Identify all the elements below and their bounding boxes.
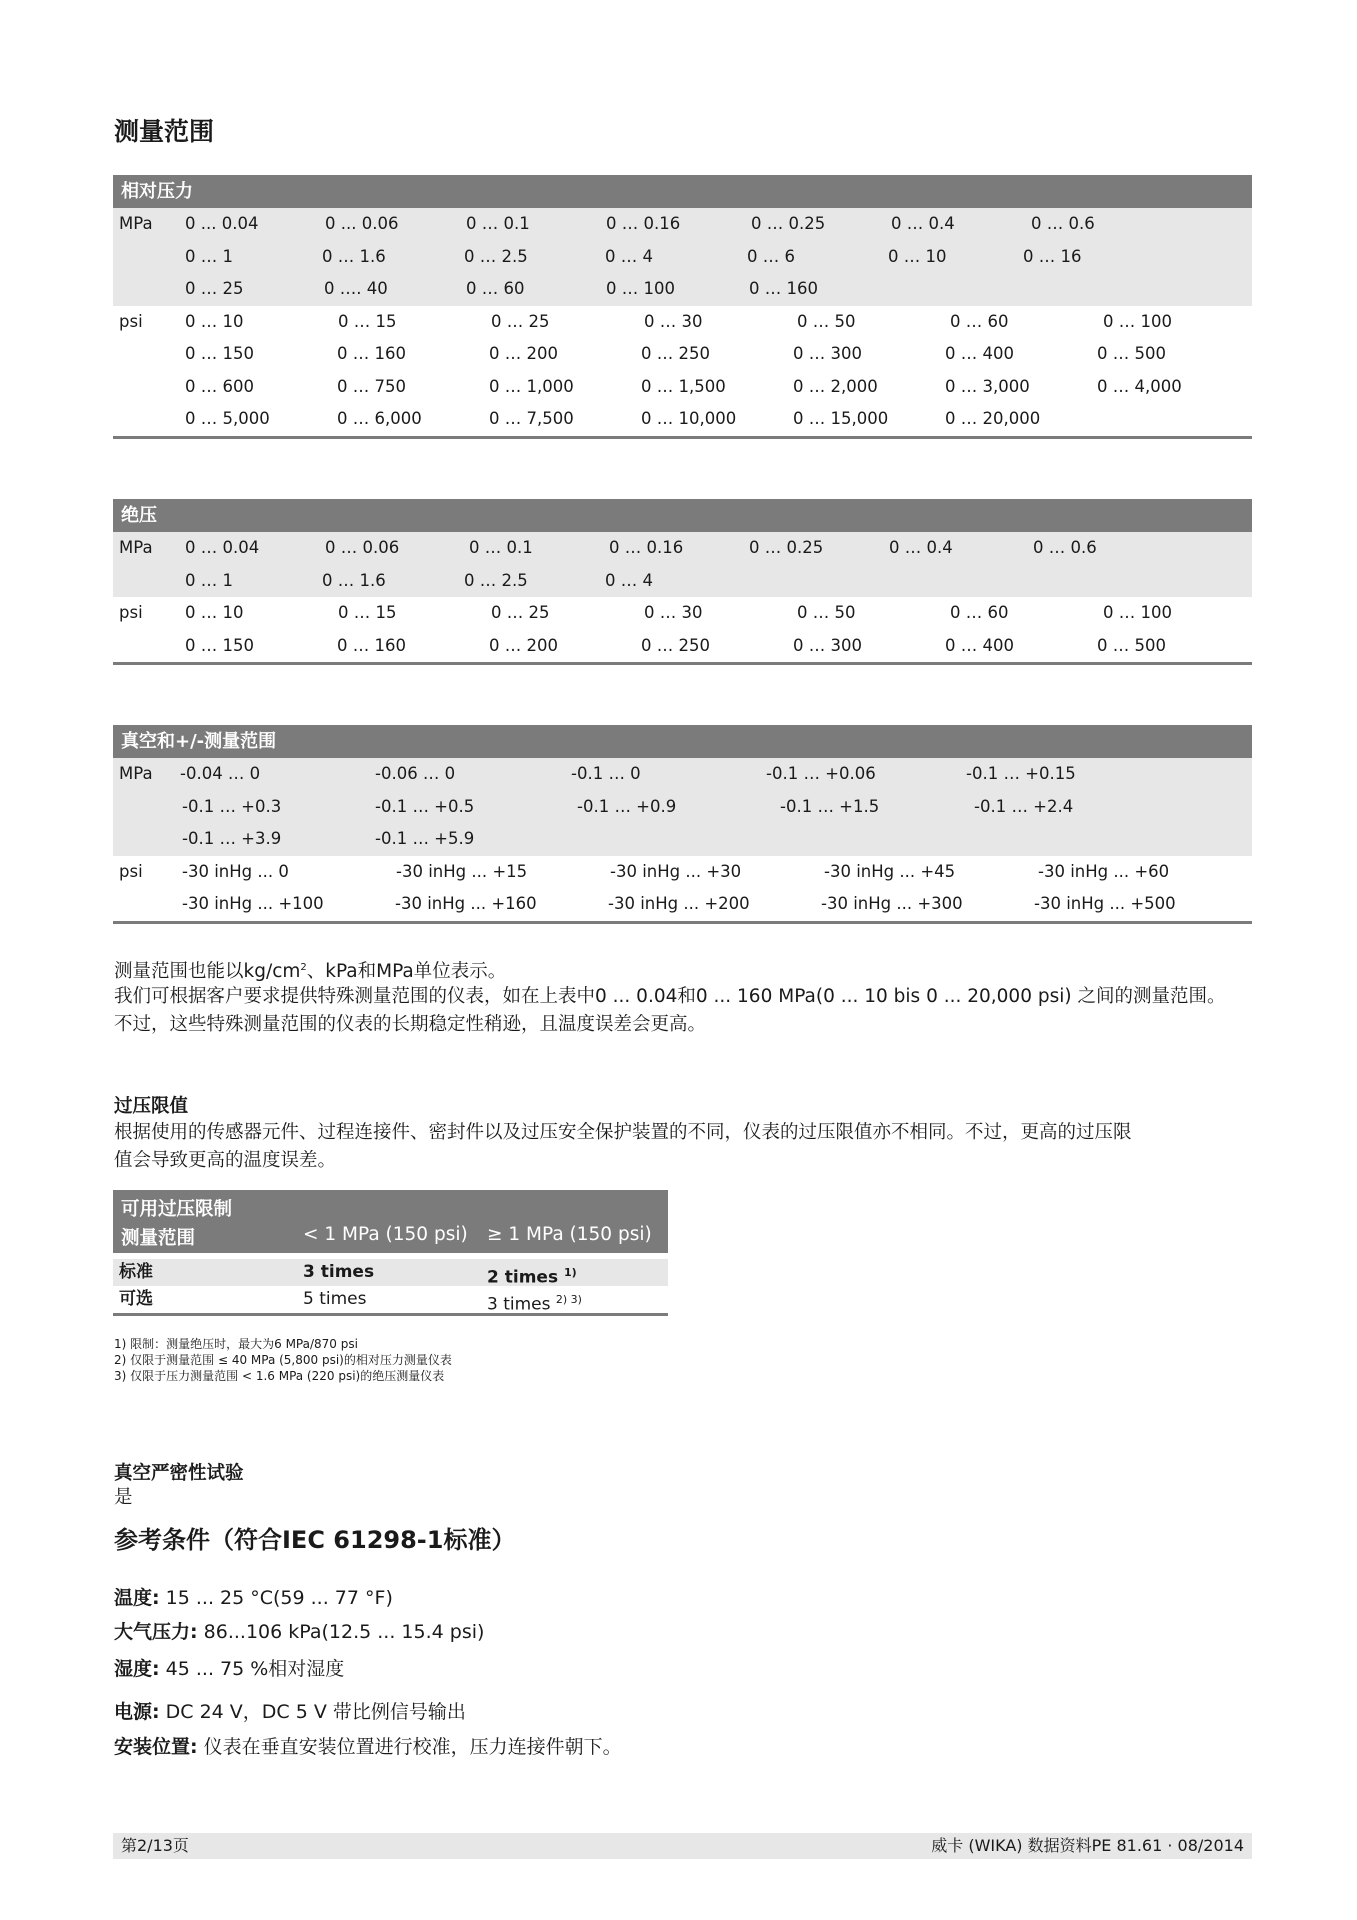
range-cell: 0 ... 0.04	[185, 214, 259, 233]
condition-power: 电源: DC 24 V，DC 5 V 带比例信号输出	[114, 1701, 466, 1723]
table-rule	[113, 436, 1252, 439]
row-label: 可选	[119, 1289, 153, 1309]
range-cell: 0 … 600	[185, 376, 254, 396]
range-cell: 0 … 25	[491, 311, 550, 331]
range-cell: 0 … 6,000	[337, 409, 422, 428]
gauge-pressure-title: 相对压力	[113, 175, 1252, 208]
range-cell: 0 … 10	[185, 603, 244, 622]
range-cell: 0 … 4	[605, 570, 653, 590]
unit-label: psi	[119, 861, 143, 881]
condition-mounting: 安装位置: 仪表在垂直安装位置进行校准，压力连接件朝下。	[114, 1736, 622, 1758]
range-cell: 0 … 60	[950, 603, 1009, 622]
range-cell: 0 … 50	[797, 311, 856, 331]
range-cell: 0 … 500	[1097, 635, 1166, 655]
absolute-mpa-group	[113, 532, 1252, 597]
range-cell: 0 … 25	[185, 279, 244, 298]
range-cell: -0.1 … +0.06	[766, 764, 876, 783]
range-cell: 0 … 0.6	[1031, 214, 1095, 233]
document-reference: 威卡 (WIKA) 数据资料PE 81.61 · 08/2014	[931, 1836, 1244, 1855]
overpressure-table	[113, 1190, 668, 1316]
range-cell: -0.1 … 0	[571, 764, 641, 783]
notes-line-2: 我们可根据客户要求提供特殊测量范围的仪表，如在上表中0 ... 0.04和0 ... 160 MPa(0 ... 10 bis 0 ... 20,000 psi) 之间的测量范围。	[114, 986, 1226, 1007]
range-cell: -30 inHg ... +45	[824, 861, 956, 881]
range-cell: 0 … 60	[466, 279, 525, 298]
range-cell: 0 … 0.25	[749, 538, 824, 557]
range-cell: 0 … 3,000	[945, 376, 1030, 396]
notes-line-1: 测量范围也能以$kg/cm^2$、kPa和MPa单位表示。	[114, 961, 507, 983]
range-cell: 0 … 30	[644, 311, 703, 331]
table-row	[113, 1286, 668, 1313]
footnote: 3) 仅限于压力测量范围 < 1.6 MPa (220 psi)的绝压测量仪表	[114, 1369, 445, 1383]
range-cell: 0 … 250	[641, 344, 710, 363]
range-cell: -30 inHg ... +15	[396, 861, 528, 881]
range-cell: -30 inHg ... +100	[182, 894, 324, 913]
footnote: 1) 限制：测量绝压时，最大为6 MPa/870 psi	[114, 1337, 358, 1351]
range-cell: 0 … 0.4	[891, 214, 955, 233]
condition-temperature: 温度: 15 ... 25 °C(59 ... 77 °F)	[114, 1587, 393, 1609]
range-cell: 0 … 25	[491, 603, 550, 622]
range-cell: 0 … 100	[1103, 311, 1172, 331]
range-cell: -0.1 … +3.9	[182, 829, 282, 848]
unit-label: psi	[119, 603, 143, 622]
range-cell: -30 inHg ... +60	[1038, 861, 1170, 881]
vacuum-test-value: 是	[114, 1487, 133, 1508]
range-cell: -0.04 … 0	[180, 764, 261, 783]
range-cell: 0 … 2.5	[464, 246, 528, 266]
range-cell: -0.1 … +0.9	[577, 796, 677, 816]
footnote: 2) 仅限于测量范围 ≤ 40 MPa (5,800 psi)的相对压力测量仪表	[114, 1353, 452, 1367]
table-row	[113, 1259, 668, 1286]
gauge-pressure-table	[113, 175, 1252, 439]
range-cell: -30 inHg ... +160	[395, 894, 537, 913]
range-cell: 0 … 300	[793, 344, 862, 363]
range-cell: 0 ... 0.06	[325, 214, 399, 233]
range-cell: 0 … 20,000	[945, 409, 1041, 428]
range-cell: 0 … 1.6	[322, 570, 386, 590]
absolute-pressure-title: 绝压	[113, 499, 1252, 532]
condition-pressure: 大气压力: 86...106 kPa(12.5 ... 15.4 psi)	[114, 1621, 485, 1643]
range-cell: 0 … 300	[793, 635, 862, 655]
range-cell: -0.1 … +0.5	[375, 796, 475, 816]
vacuum-psi-group	[113, 856, 1252, 921]
range-cell: 0 … 400	[945, 635, 1014, 655]
range-cell: 0 … 50	[797, 603, 856, 622]
range-cell: 0 … 0.16	[606, 214, 681, 233]
overpressure-heading: 过压限值	[114, 1096, 189, 1117]
range-cell: 0 … 250	[641, 635, 710, 655]
absolute-psi-group	[113, 597, 1252, 662]
range-cell: -30 inHg ... +30	[610, 861, 742, 881]
row-label: 标准	[119, 1262, 153, 1282]
range-cell: 0 … 5,000	[185, 409, 270, 428]
range-cell: 0 … 10,000	[641, 409, 737, 428]
range-cell: 0 … 1	[185, 246, 233, 266]
gauge-psi-group	[113, 306, 1252, 436]
range-cell: 0 … 0.04	[185, 538, 260, 557]
range-cell: -0.1 … +5.9	[375, 829, 475, 848]
range-cell: 0 … 0.1	[469, 538, 533, 557]
range-cell: 0 … 2,000	[793, 376, 878, 396]
range-cell: 0 … 0.16	[609, 538, 684, 557]
overpressure-table-title: 可用过压限制	[121, 1199, 233, 1220]
range-cell: 0 … 15,000	[793, 409, 889, 428]
page-footer	[113, 1833, 1252, 1859]
range-cell: -0.1 … +0.3	[182, 796, 282, 816]
range-cell: -30 inHg ... +300	[821, 894, 963, 913]
range-cell: 0 … 0.6	[1033, 538, 1097, 557]
overpressure-table-header	[113, 1190, 668, 1253]
range-cell: 0 … 0.06	[325, 538, 400, 557]
column-header: < 1 MPa (150 psi)	[303, 1224, 468, 1245]
limit-value: 3 times	[303, 1262, 375, 1282]
range-cell: 0 … 0.4	[889, 538, 953, 557]
range-cell: 0 … 6	[747, 246, 795, 266]
range-cell: 0 … 160	[337, 635, 406, 655]
vacuum-range-table	[113, 725, 1252, 924]
range-cell: 0 …. 40	[324, 279, 388, 298]
gauge-mpa-group	[113, 208, 1252, 306]
range-cell: -0.1 … +2.4	[974, 796, 1074, 816]
range-cell: 0 … 60	[950, 311, 1009, 331]
range-cell: 0 … 200	[489, 635, 558, 655]
range-cell: 0 … 7,500	[489, 409, 574, 428]
range-cell: 0 … 200	[489, 344, 558, 363]
range-cell: 0 … 0.25	[751, 214, 826, 233]
range-cell: 0 … 160	[749, 279, 818, 298]
range-cell: 0 … 1.6	[322, 246, 386, 266]
condition-humidity: 湿度: 45 ... 75 %相对湿度	[114, 1658, 345, 1680]
range-cell: 0 … 4,000	[1097, 376, 1182, 396]
range-cell: -30 inHg ... +500	[1034, 894, 1176, 913]
range-cell: 0 … 15	[338, 311, 397, 331]
range-cell: 0 … 0.1	[466, 214, 530, 233]
column-header: 测量范围	[121, 1228, 196, 1249]
range-cell: 0 … 10	[888, 246, 947, 266]
page-number: 第2/13页	[121, 1836, 189, 1855]
range-cell: 0 … 500	[1097, 344, 1166, 363]
table-rule	[113, 921, 1252, 924]
reference-heading: 参考条件（符合IEC 61298-1标准）	[114, 1526, 516, 1554]
range-cell: 0 … 400	[945, 344, 1014, 363]
range-cell: 0 … 10	[185, 311, 244, 331]
overpressure-text-1: 根据使用的传感器元件、过程连接件、密封件以及过压安全保护装置的不同，仪表的过压限值亦不相同。不过，更高的过压限	[114, 1122, 1132, 1143]
unit-label: MPa	[119, 538, 153, 557]
range-cell: -0.1 … +1.5	[780, 796, 880, 816]
limit-value: 3 times $^{2) 3)}$	[487, 1293, 582, 1315]
vacuum-range-title: 真空和+/-测量范围	[113, 725, 1252, 758]
range-cell: 0 … 100	[606, 279, 675, 298]
table-rule	[113, 1313, 668, 1316]
range-cell: 0 … 150	[185, 635, 254, 655]
footnotes	[114, 1336, 452, 1384]
limit-value: 5 times	[303, 1289, 367, 1309]
range-cell: 0 … 16	[1023, 246, 1082, 266]
vacuum-test-heading: 真空严密性试验	[114, 1463, 244, 1484]
range-cell: 0 … 150	[185, 344, 254, 363]
notes-line-3: 不过，这些特殊测量范围的仪表的长期稳定性稍逊，且温度误差会更高。	[114, 1014, 707, 1035]
range-cell: 0 … 1,500	[641, 376, 726, 396]
range-cell: 0 … 30	[644, 603, 703, 622]
limit-value: 2 times $^{1)}$	[487, 1266, 577, 1288]
unit-label: psi	[119, 311, 143, 331]
unit-label: MPa	[119, 764, 153, 783]
range-cell: 0 … 4	[605, 246, 653, 266]
table-rule	[113, 662, 1252, 665]
range-cell: 0 … 15	[338, 603, 397, 622]
vacuum-mpa-group	[113, 758, 1252, 856]
absolute-pressure-table	[113, 499, 1252, 665]
range-cell: 0 … 2.5	[464, 570, 528, 590]
range-cell: 0 … 160	[337, 344, 406, 363]
range-cell: -0.1 … +0.15	[966, 764, 1076, 783]
range-cell: 0 … 1	[185, 570, 233, 590]
range-cell: 0 … 100	[1103, 603, 1172, 622]
range-cell: -30 inHg ... +200	[608, 894, 750, 913]
column-header: ≥ 1 MPa (150 psi)	[487, 1224, 652, 1245]
range-cell: 0 … 1,000	[489, 376, 574, 396]
overpressure-text-2: 值会导致更高的温度误差。	[114, 1150, 337, 1171]
range-cell: -0.06 … 0	[375, 764, 456, 783]
range-cell: 0 … 750	[337, 376, 406, 396]
unit-label: MPa	[119, 214, 153, 233]
range-cell: -30 inHg ... 0	[182, 861, 289, 881]
page-title: 测量范围	[114, 117, 215, 146]
